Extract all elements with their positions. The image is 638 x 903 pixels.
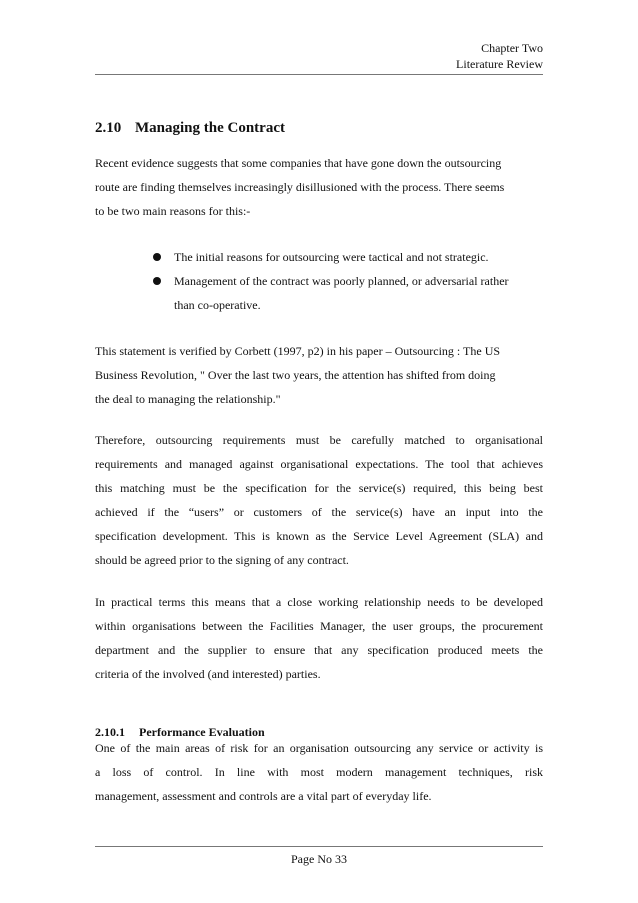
paragraph-line: This statement is verified by Corbett (1997, p2) in his paper – Outsourcing : The US <box>95 344 501 358</box>
paragraph-practical <box>95 590 543 686</box>
header-rule <box>95 74 543 75</box>
paragraph-line: One of the main areas of risk for an organisation outsourcing any service or activity is <box>95 741 543 755</box>
section-number: 2.10 <box>95 120 122 136</box>
paragraph-line: this matching must be the specification for the service(s) required, this being best <box>95 481 543 495</box>
paragraph-line: should be agreed prior to the signing of any contract. <box>95 553 349 567</box>
paragraph-line: Therefore, outsourcing requirements must be carefully matched to organisational <box>95 433 543 447</box>
paragraph-intro <box>95 151 543 223</box>
paragraph-line: specification development. This is known as the Service Level Agreement (SLA) and <box>95 529 543 543</box>
bullet-dot-icon <box>153 253 161 261</box>
bullet-list <box>150 245 545 317</box>
section-heading <box>95 118 285 138</box>
paragraph-line: requirements and managed against organisational expectations. The tool that achieves <box>95 457 543 471</box>
paragraph-line: criteria of the involved (and interested) parties. <box>95 667 321 681</box>
subsection-title: Performance Evaluation <box>139 725 265 739</box>
paragraph-line: department and the supplier to ensure that any specification produced meets the <box>95 643 543 657</box>
header-title: Literature Review <box>456 57 543 71</box>
paragraph-line: management, assessment and controls are a vital part of everyday life. <box>95 789 432 803</box>
paragraph-requirements <box>95 428 543 572</box>
paragraph-line: Business Revolution, " Over the last two years, the attention has shifted from doing <box>95 368 496 382</box>
paragraph-line: the deal to managing the relationship." <box>95 392 281 406</box>
bullet-line: Management of the contract was poorly planned, or adversarial rather <box>174 274 509 288</box>
bullet-item <box>150 269 545 317</box>
paragraph-corbett <box>95 339 543 411</box>
paragraph-performance <box>95 736 543 808</box>
paragraph-line: within organisations between the Facilities Manager, the user groups, the procurement <box>95 619 543 633</box>
paragraph-line: In practical terms this means that a close working relationship needs to be developed <box>95 595 543 609</box>
bullet-dot-icon <box>153 277 161 285</box>
page-number: Page No 33 <box>291 852 347 866</box>
paragraph-line: route are finding themselves increasingly disillusioned with the process. There seems <box>95 180 505 194</box>
paragraph-line: Recent evidence suggests that some companies that have gone down the outsourcing <box>95 156 502 170</box>
running-header <box>456 40 543 72</box>
paragraph-line: to be two main reasons for this:- <box>95 204 251 218</box>
bullet-line: than co-operative. <box>174 298 261 312</box>
footer-rule <box>95 846 543 847</box>
paragraph-line: a loss of control. In line with most modern management techniques, risk <box>95 765 543 779</box>
bullet-item <box>150 245 545 269</box>
bullet-line: The initial reasons for outsourcing were tactical and not strategic. <box>174 250 489 264</box>
header-chapter: Chapter Two <box>481 41 543 55</box>
subsection-number: 2.10.1 <box>95 725 125 739</box>
section-title: Managing the Contract <box>135 120 285 136</box>
paragraph-line: achieved if the “users” or customers of the service(s) have an input into the <box>95 505 543 519</box>
